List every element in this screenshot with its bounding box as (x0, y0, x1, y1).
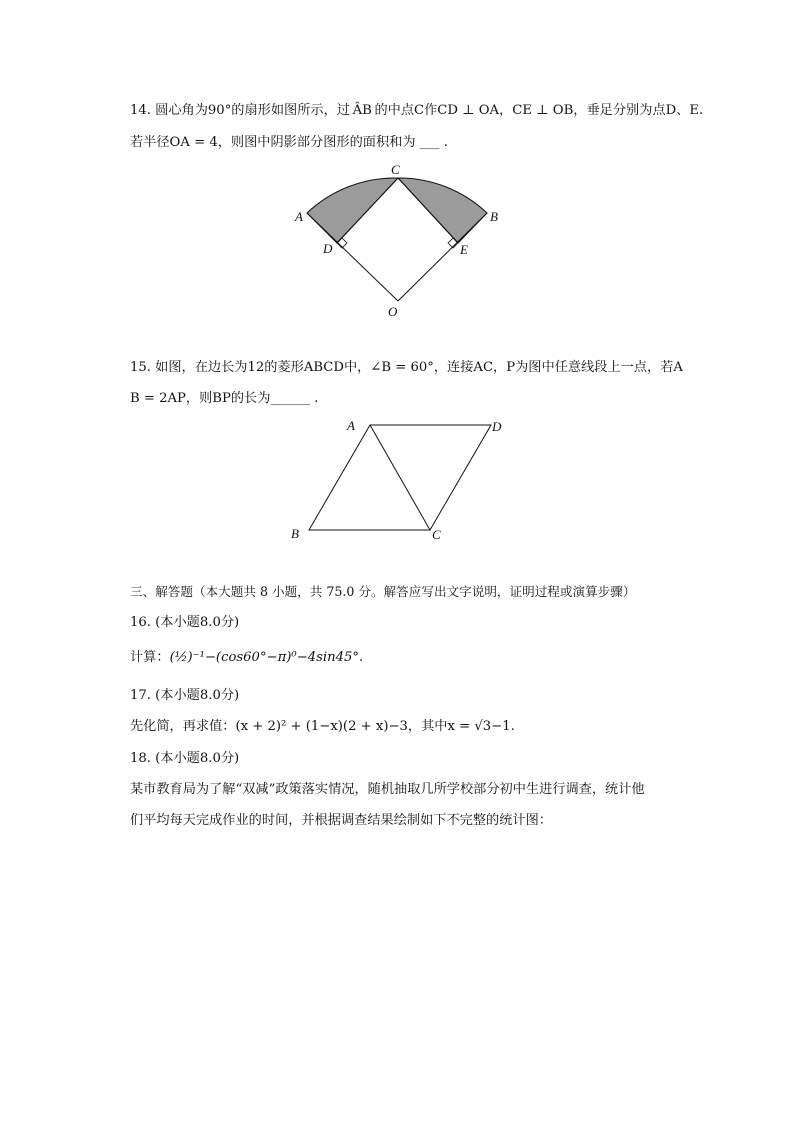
q16-prefix: 计算： (130, 650, 170, 665)
label-e: E (460, 242, 468, 257)
label-d: D (492, 419, 502, 434)
q14-line2: 若半径OA = 4，则图中阴影部分图形的面积和为 ___ . (130, 135, 448, 150)
shaded-region-right (398, 178, 487, 243)
label-a: A (347, 418, 355, 433)
q16-expression: (½)⁻¹−(cos60°−π)⁰−4sin45°. (169, 650, 364, 665)
q18-line2: 们平均每天完成作业的时间，并根据调查结果绘制如下不完整的统计图： (130, 813, 552, 828)
q18-header: 18. (本小题8.0分) (130, 751, 240, 766)
label-b: B (490, 209, 498, 224)
q15-rhombus-figure (285, 415, 510, 545)
label-b: B (291, 526, 299, 541)
label-d: D (323, 241, 333, 256)
q14-sector-figure (290, 160, 510, 320)
q18-line1: 某市教育局为了解“双减”政策落实情况，随机抽取几所学校部分初中生进行调查，统计他 (130, 782, 645, 797)
q16-header: 16. (本小题8.0分) (130, 615, 240, 630)
q16-problem (130, 648, 363, 668)
q17-problem: 先化简，再求值：(x + 2)² + (1−x)(2 + x)−3，其中x = √3−1. (130, 719, 515, 734)
label-c: C (432, 527, 441, 542)
section-heading: 三、解答题（本大题共 8 小题，共 75.0 分。解答应写出文字说明，证明过程或演算步骤） (130, 584, 636, 599)
label-o: O (388, 304, 398, 319)
q14-line1: 14. 圆心角为90°的扇形如图所示，过 ÂB 的中点C作CD ⊥ OA，CE ⊥ OB，垂足分别为点D、E. (130, 103, 704, 118)
q17-header: 17. (本小题8.0分) (130, 688, 240, 703)
shaded-region-left (307, 178, 398, 243)
q15-line2: B = 2AP，则BP的长为______ . (130, 391, 319, 406)
q15-line1: 15. 如图，在边长为12的菱形ABCD中，∠B = 60°，连接AC，P为图中任意线段上一点，若A (130, 360, 683, 375)
label-c: C (391, 162, 400, 177)
diagonal-ac (370, 425, 430, 530)
label-a: A (295, 209, 303, 224)
